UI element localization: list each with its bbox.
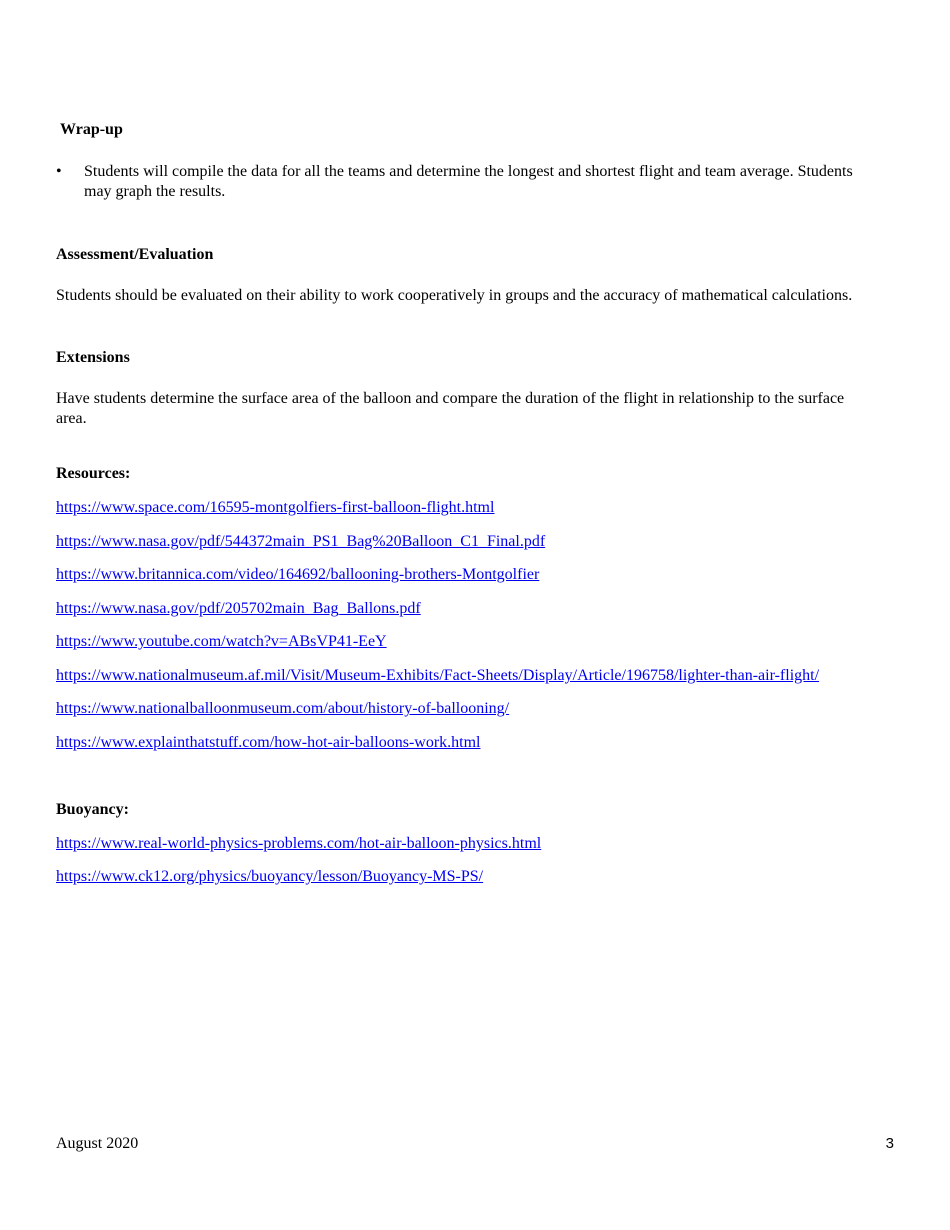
resource-link-explainthatstuff[interactable]: https://www.explainthatstuff.com/how-hot-air-balloons-work.html — [56, 734, 481, 751]
resource-link-nasa-bag-ballons[interactable]: https://www.nasa.gov/pdf/205702main_Bag_Ballons.pdf — [56, 600, 421, 617]
resource-link-britannica[interactable]: https://www.britannica.com/video/164692/ballooning-brothers-Montgolfier — [56, 566, 540, 583]
resource-link-national-museum-af[interactable]: https://www.nationalmuseum.af.mil/Visit/Museum-Exhibits/Fact-Sheets/Display/Article/196758/lighter-than-air-flight/ — [56, 667, 820, 684]
buoyancy-link-real-world-physics[interactable]: https://www.real-world-physics-problems.com/hot-air-balloon-physics.html — [56, 835, 542, 852]
wrapup-heading: Wrap-up — [60, 121, 123, 138]
buoyancy-heading: Buoyancy: — [56, 801, 129, 818]
extensions-heading: Extensions — [56, 349, 130, 366]
buoyancy-link-ck12[interactable]: https://www.ck12.org/physics/buoyancy/lesson/Buoyancy-MS-PS/ — [56, 868, 484, 885]
bullet-icon: • — [56, 163, 62, 180]
wrapup-bullet-text: Students will compile the data for all the teams and determine the longest and shortest flight and team average. Students may graph the results. — [84, 163, 853, 200]
resource-link-national-balloon-museum[interactable]: https://www.nationalballoonmuseum.com/about/history-of-ballooning/ — [56, 700, 510, 717]
resource-link-space[interactable]: https://www.space.com/16595-montgolfiers-first-balloon-flight.html — [56, 499, 495, 516]
resource-link-youtube[interactable]: https://www.youtube.com/watch?v=ABsVP41-EeY — [56, 633, 387, 650]
assessment-text: Students should be evaluated on their ability to work cooperatively in groups and the accuracy of mathematical calculations. — [56, 287, 853, 304]
resources-heading: Resources: — [56, 465, 131, 482]
extensions-text: Have students determine the surface area of the balloon and compare the duration of the flight in relationship to the surface area. — [56, 390, 845, 427]
page-number: 3 — [885, 1135, 894, 1152]
assessment-heading: Assessment/Evaluation — [56, 246, 214, 263]
resource-link-nasa-bag-balloon[interactable]: https://www.nasa.gov/pdf/544372main_PS1_Bag%20Balloon_C1_Final.pdf — [56, 533, 546, 550]
footer-date: August 2020 — [56, 1135, 139, 1152]
